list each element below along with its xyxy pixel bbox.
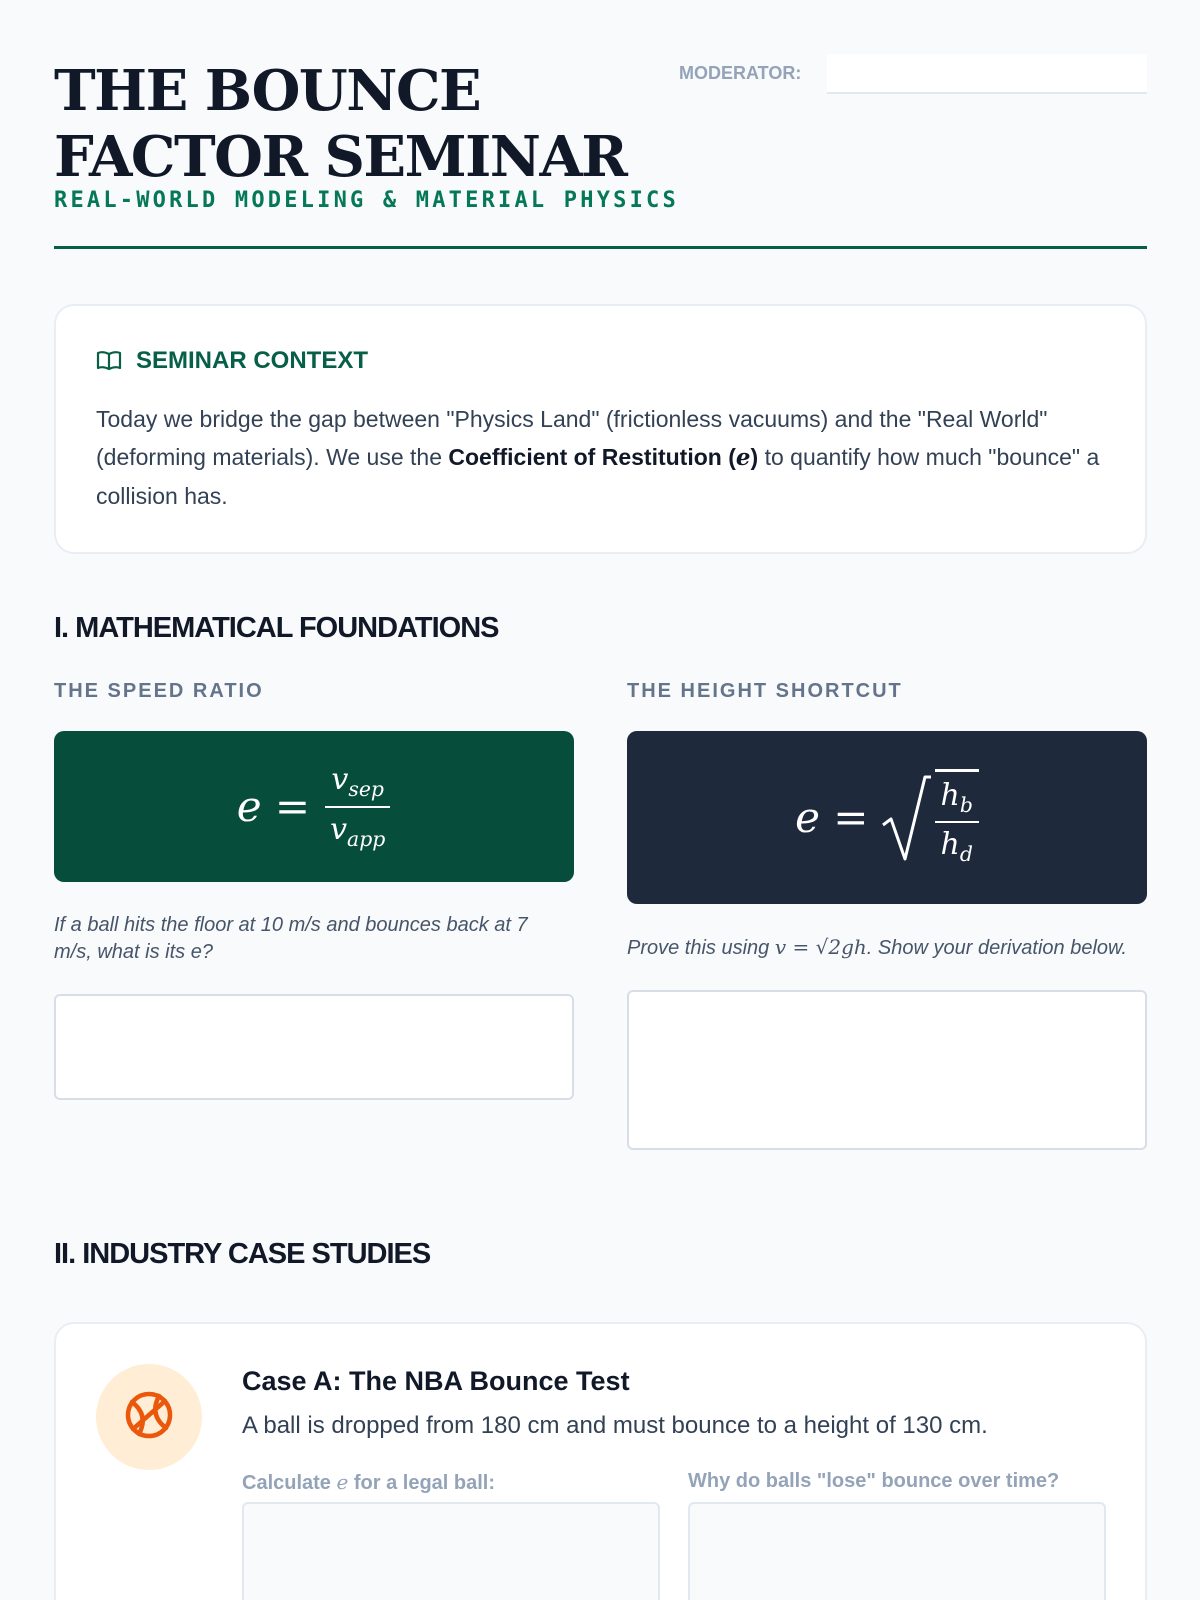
case-a-question-1 [242, 1470, 495, 1495]
height-shortcut-fraction [935, 769, 979, 866]
height-shortcut-label: THE HEIGHT SHORTCUT [627, 680, 903, 702]
speed-ratio-denominator [324, 808, 391, 851]
moderator-input[interactable] [827, 54, 1147, 94]
context-bold-symbol: e [735, 444, 751, 471]
worksheet-header [54, 0, 1147, 250]
height-shortcut-column [627, 680, 1147, 1150]
numerator-var: v [331, 762, 349, 798]
header-divider [54, 246, 1147, 249]
speed-ratio-fraction [324, 762, 391, 850]
basketball-icon [123, 1389, 175, 1446]
height-q-before: Prove this using [627, 937, 775, 959]
context-title: SEMINAR CONTEXT [136, 347, 369, 374]
case-a-title: Case A: The NBA Bounce Test [242, 1366, 630, 1396]
height-shortcut-question [627, 934, 1137, 962]
height-q-after: . Show your derivation below. [866, 937, 1127, 959]
section-heading-cases: II. INDUSTRY CASE STUDIES [54, 1238, 431, 1270]
case-a-q1-symbol: e [336, 1470, 349, 1494]
section-heading-math: I. MATHEMATICAL FOUNDATIONS [54, 612, 499, 644]
book-open-icon [96, 350, 122, 372]
context-bold-close: ) [750, 444, 759, 470]
height-shortcut-lhs: e = [795, 793, 869, 842]
speed-ratio-lhs: e = [236, 782, 311, 831]
context-text-after: to quantify how much "bounce" a collision has. [96, 444, 1100, 509]
height-shortcut-denominator [935, 823, 979, 866]
context-bold-term [448, 444, 758, 470]
height-den-sub: d [959, 842, 973, 867]
worksheet-page [54, 0, 1147, 1494]
height-shortcut-formula [627, 731, 1147, 904]
speed-ratio-question: If a ball hits the floor at 10 m/s and bounces back at 7 m/s, what is its e? [54, 914, 528, 963]
context-text-before: Today we bridge the gap between "Physics Land" (frictionless vacuums) and the "Real World" (deforming materials). We use the [96, 406, 1048, 470]
case-a-answer-2[interactable] [688, 1502, 1106, 1600]
moderator-label: MODERATOR: [679, 63, 802, 83]
seminar-context-card [54, 304, 1147, 554]
page-subtitle: REAL-WORLD MODELING & MATERIAL PHYSICS [54, 188, 679, 213]
radical-sign [881, 769, 979, 866]
denominator-var: v [330, 811, 348, 847]
height-q-formula: v = √2gh [774, 935, 867, 959]
context-heading [96, 346, 1105, 376]
speed-ratio-numerator [325, 762, 390, 807]
context-paragraph [96, 400, 1105, 515]
speed-ratio-column [54, 680, 574, 1100]
height-num-var: h [940, 777, 960, 813]
case-a-icon-badge [96, 1364, 202, 1470]
case-a-question-2: Why do balls "lose" bounce over time? [688, 1470, 1060, 1492]
numerator-sub: sep [348, 777, 384, 802]
speed-ratio-label: THE SPEED RATIO [54, 680, 264, 702]
context-bold-term-text: Coefficient of Restitution ( [448, 444, 736, 470]
case-a-q1-before: Calculate [242, 1472, 337, 1494]
case-a-answer-1[interactable] [242, 1502, 660, 1600]
page-title: THE BOUNCE FACTOR SEMINAR [54, 58, 627, 190]
height-shortcut-answer[interactable] [627, 990, 1147, 1150]
height-shortcut-numerator [935, 778, 979, 823]
speed-ratio-formula [54, 731, 574, 882]
denominator-sub: app [347, 826, 386, 851]
speed-ratio-answer[interactable] [54, 994, 574, 1100]
case-a-description: A ball is dropped from 180 cm and must bounce to a height of 130 cm. [242, 1412, 988, 1439]
case-a-card [54, 1322, 1147, 1600]
case-a-q1-after: for a legal ball: [348, 1472, 496, 1494]
height-num-sub: b [959, 793, 973, 817]
height-den-var: h [940, 827, 960, 862]
